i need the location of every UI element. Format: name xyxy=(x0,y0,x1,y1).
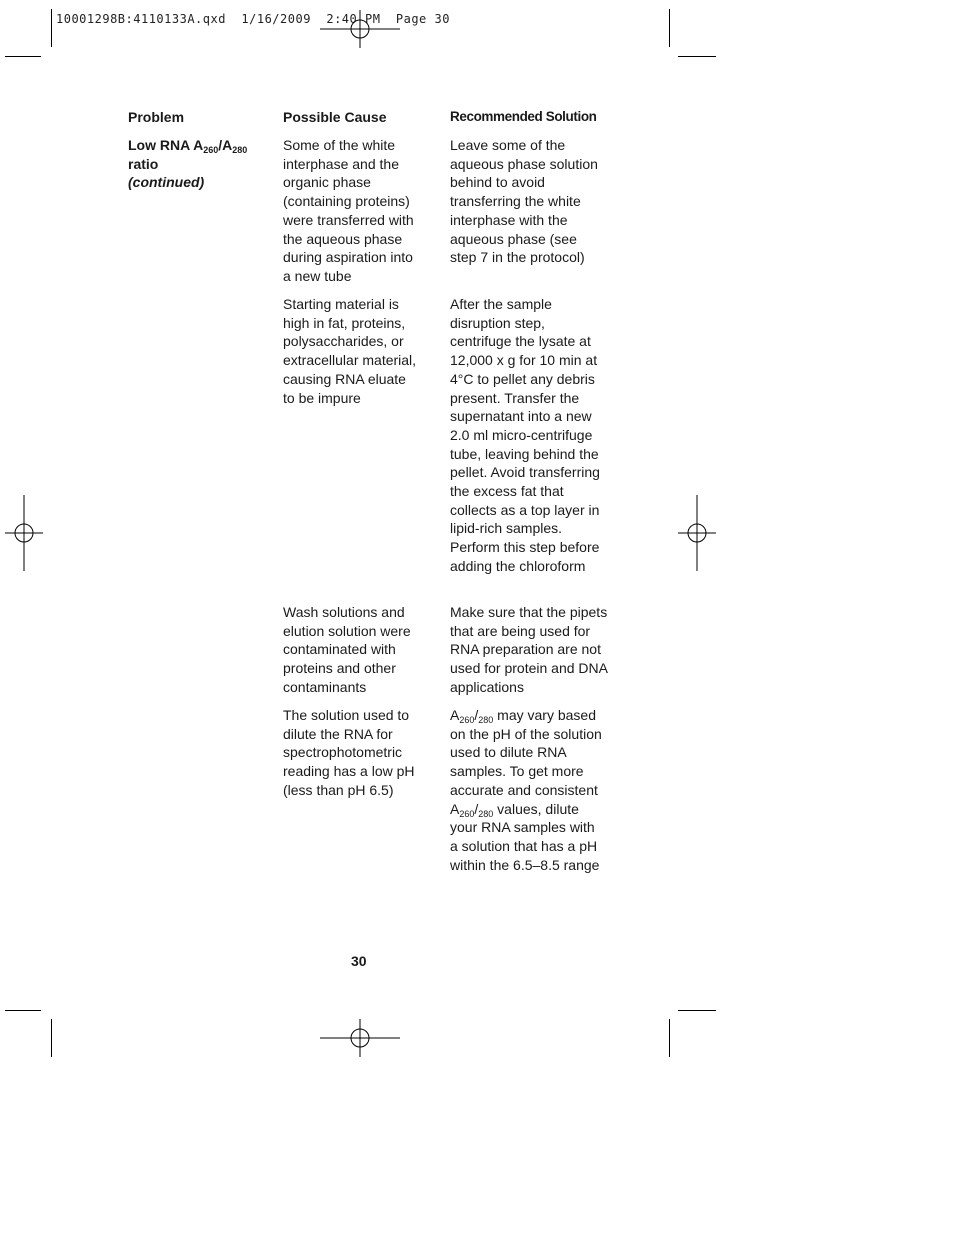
solution-cell-3: Make sure that the pipets that are being used for RNA preparation are not used for protein and DNA applications xyxy=(450,604,608,695)
crop-mark-top-left-h xyxy=(5,56,41,57)
cause-cell-2: Starting material is high in fat, proteins, polysaccharides, or extracellular material, causing RNA eluate to be impure xyxy=(283,296,417,406)
problem-label xyxy=(128,136,278,192)
solution-cell-2: After the sample disruption step, centrifuge the lysate at 12,000 x g for 10 min at 4°C to pellet any debris present. Transfer the supernatant into a new 2.0 ml micro-centrifuge tube, leaving behind the pellet. Avoid transferring the excess fat that collects as a top layer in lipid-rich samples. Perform this step before adding the chloroform xyxy=(450,296,600,574)
page-number: 30 xyxy=(351,953,367,969)
crop-mark-bottom-left-v xyxy=(51,1019,52,1057)
cause-cell-1: Some of the white interphase and the organic phase (containing proteins) were transferred with the aqueous phase during aspiration into a new tube xyxy=(283,137,414,284)
file-slug: 10001298B:4110133A.qxd 1/16/2009 2:40 PM Page 30 xyxy=(56,12,450,26)
crop-mark-top-right-v xyxy=(669,9,670,47)
problem-title-line2: ratio xyxy=(128,155,159,172)
header-possible-cause: Possible Cause xyxy=(283,109,387,125)
crop-mark-top-left-v xyxy=(51,9,52,47)
header-problem: Problem xyxy=(128,109,185,125)
solution-cell-4: $A_{260}/_{280}$ may vary based on the pH of the solution used to dilute RNA samples. To get more accurate and consistent $A_{260}/_{280}$ values, dilute your RNA samples with a solution that has a pH within the 6.5–8.5 range xyxy=(450,707,602,873)
cause-cell-3: Wash solutions and elution solution were contaminated with proteins and other contaminants xyxy=(283,604,411,695)
crop-mark-bottom-left-h xyxy=(5,1010,41,1011)
problem-continued: (continued) xyxy=(128,174,205,191)
solution-cell-1: Leave some of the aqueous phase solution behind to avoid transferring the white interphase with the aqueous phase (see step 7 in the protocol) xyxy=(450,137,598,266)
crop-mark-bottom-right-v xyxy=(669,1019,670,1057)
crop-mark-bottom-right-h xyxy=(678,1010,716,1011)
registration-mark-bottom-icon xyxy=(320,1019,400,1057)
registration-mark-right-icon xyxy=(678,495,716,571)
crop-mark-top-right-h xyxy=(678,56,716,57)
header-recommended-solution: Recommended Solution xyxy=(450,109,597,124)
registration-mark-top-icon xyxy=(320,10,400,48)
cause-cell-4: The solution used to dilute the RNA for spectrophotometric reading has a low pH (less than pH 6.5) xyxy=(283,707,415,798)
problem-title: Low RNA $A_{260}/A_{280}$ xyxy=(128,137,248,155)
registration-mark-left-icon xyxy=(5,495,43,571)
